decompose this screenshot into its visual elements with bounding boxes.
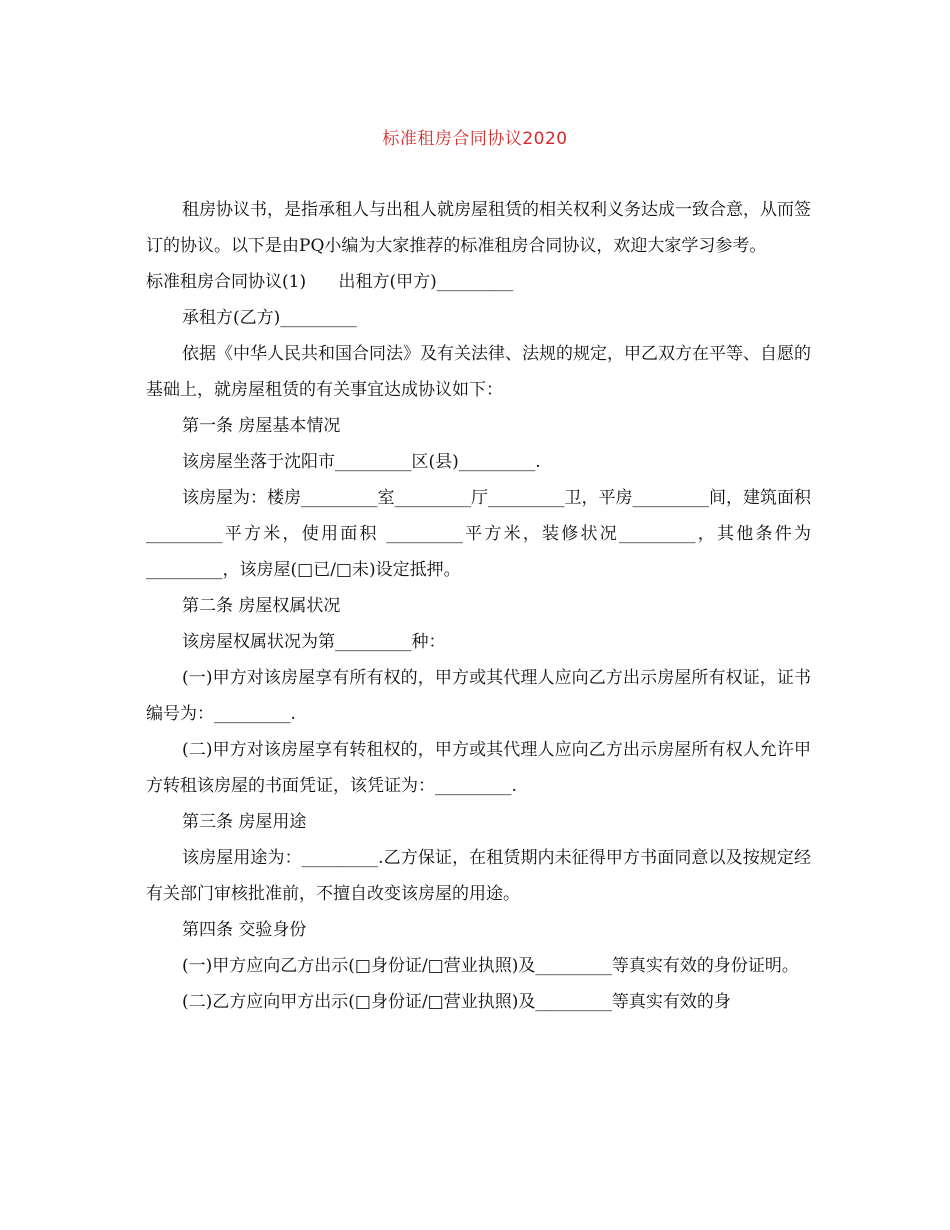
article-1-heading: 第一条 房屋基本情况 [182,416,341,436]
paragraph-lessor: 标准租房合同协议(1) 出租方(甲方)_________ [146,272,514,292]
paragraph-ownership-type: 该房屋权属状况为第_________种： [182,632,446,652]
paragraph-ownership-1: (一)甲方对该房屋享有所有权的，甲方或其代理人应向乙方出示房屋所有权证，证书编号为：_________. [146,668,811,724]
article-3-heading: 第三条 房屋用途 [182,812,307,832]
paragraph-house-details: 该房屋为：楼房_________室_________厅_________卫，平房_________间，建筑面积_________平方米，使用面积 _________平方米，装修状况_________，其他条件为_________，该房屋(□已/□未)设定抵押。 [146,488,811,580]
paragraph-usage: 该房屋用途为：_________.乙方保证，在租赁期内未征得甲方书面同意以及按规定经有关部门审核批准前，不擅自改变该房屋的用途。 [146,848,811,904]
paragraph-ownership-2: (二)甲方对该房屋享有转租权的，甲方或其代理人应向乙方出示房屋所有权人允许甲方转租该房屋的书面凭证，该凭证为：_________. [146,740,811,796]
paragraph-intro: 租房协议书，是指承租人与出租人就房屋租赁的相关权利义务达成一致合意，从而签订的协议。以下是由PQ小编为大家推荐的标准租房合同协议，欢迎大家学习参考。 [146,200,811,256]
article-2-heading: 第二条 房屋权属状况 [182,596,341,616]
paragraph-location: 该房屋坐落于沈阳市_________区(县)_________. [182,452,541,472]
paragraph-lessee: 承租方(乙方)_________ [182,308,357,328]
paragraph-identity-2: (二)乙方应向甲方出示(□身份证/□营业执照)及_________等真实有效的身 [182,992,731,1012]
document-body [146,192,811,1020]
paragraph-basis: 依据《中华人民共和国合同法》及有关法律、法规的规定，甲乙双方在平等、自愿的基础上，就房屋租赁的有关事宜达成协议如下： [146,344,811,400]
document-title: 标准租房合同协议2020 [382,129,568,149]
paragraph-identity-1: (一)甲方应向乙方出示(□身份证/□营业执照)及_________等真实有效的身份证明。 [182,956,799,976]
article-4-heading: 第四条 交验身份 [182,920,307,940]
